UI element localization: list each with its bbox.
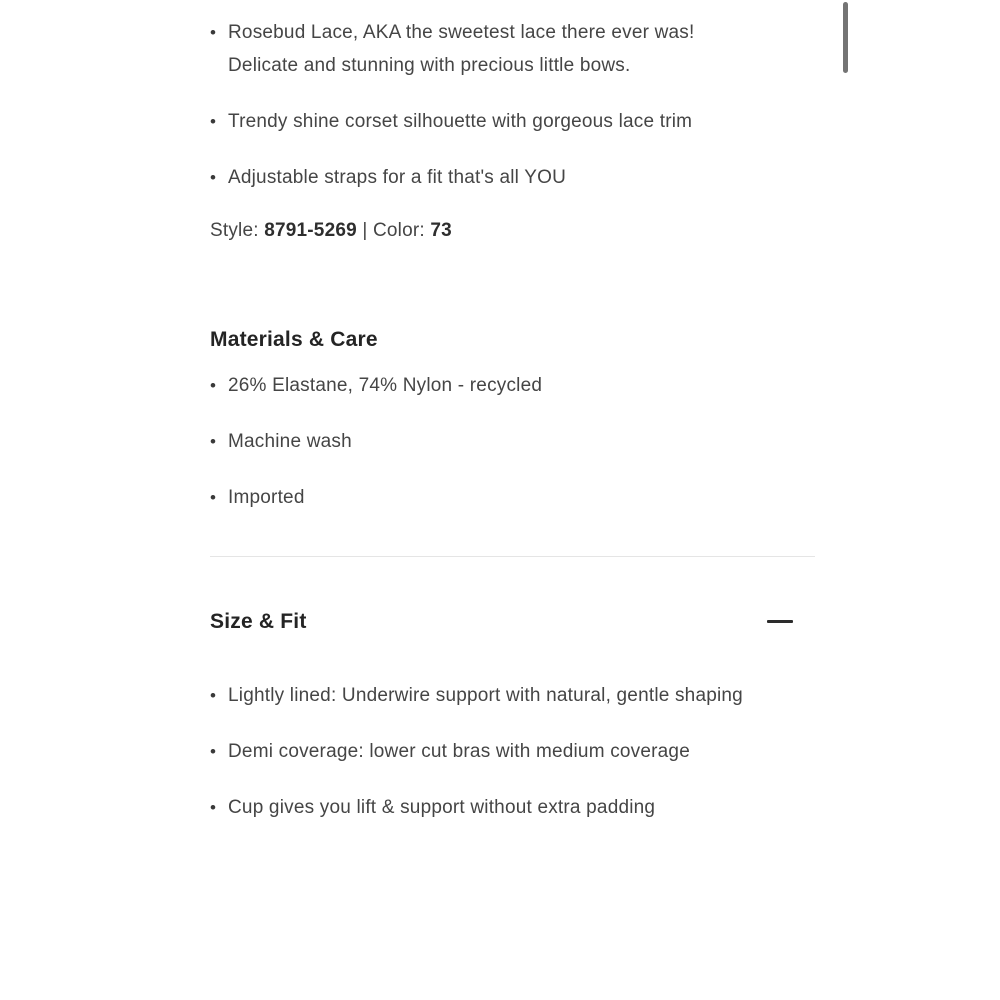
list-item	[210, 105, 745, 138]
list-item	[210, 679, 745, 712]
list-item	[210, 735, 745, 768]
list-item	[210, 425, 745, 458]
bullet-icon: •	[210, 23, 217, 42]
product-details-inner	[188, 16, 815, 824]
style-label: Style:	[210, 220, 265, 241]
bullet-icon: •	[210, 488, 217, 507]
bullet-icon: •	[210, 112, 217, 131]
scrollbar-thumb[interactable]	[843, 2, 848, 73]
section-divider	[210, 556, 815, 557]
list-item	[210, 16, 745, 82]
description-bullet-text: Trendy shine corset silhouette with gorgeous lace trim	[228, 111, 693, 132]
materials-bullet-text: 26% Elastane, 74% Nylon - recycled	[228, 375, 543, 396]
materials-bullet-text: Machine wash	[228, 431, 352, 452]
size-fit-bullet-text: Lightly lined: Underwire support with natural, gentle shaping	[228, 685, 743, 706]
materials-care-bullet-list	[210, 369, 815, 514]
bullet-icon: •	[210, 686, 217, 705]
bullet-icon: •	[210, 168, 217, 187]
description-bullet-list	[210, 16, 815, 194]
description-bullet-text: Rosebud Lace, AKA the sweetest lace there ever was! Delicate and stunning with precious little bows.	[228, 22, 695, 76]
materials-care-heading: Materials & Care	[210, 328, 378, 351]
bullet-icon: •	[210, 798, 217, 817]
list-item	[210, 161, 745, 194]
description-bullet-text: Adjustable straps for a fit that's all YOU	[228, 167, 566, 188]
size-fit-heading: Size & Fit	[210, 610, 307, 633]
bullet-icon: •	[210, 376, 217, 395]
list-item	[210, 369, 745, 402]
style-value: 8791-5269	[264, 220, 357, 241]
product-details-content	[188, 0, 815, 824]
size-fit-section-header[interactable]	[210, 605, 815, 638]
style-color-separator: |	[356, 220, 373, 241]
list-item	[210, 481, 745, 514]
size-fit-bullet-text: Demi coverage: lower cut bras with medium coverage	[228, 741, 690, 762]
list-item	[210, 791, 745, 824]
bullet-icon: •	[210, 742, 217, 761]
size-fit-bullet-list	[210, 679, 815, 824]
color-label: Color:	[372, 220, 431, 241]
color-value: 73	[430, 220, 452, 241]
style-color-line	[210, 214, 815, 247]
minus-icon[interactable]	[767, 620, 793, 623]
size-fit-bullet-text: Cup gives you lift & support without extra padding	[228, 797, 656, 818]
bullet-icon: •	[210, 432, 217, 451]
materials-bullet-text: Imported	[228, 487, 305, 508]
